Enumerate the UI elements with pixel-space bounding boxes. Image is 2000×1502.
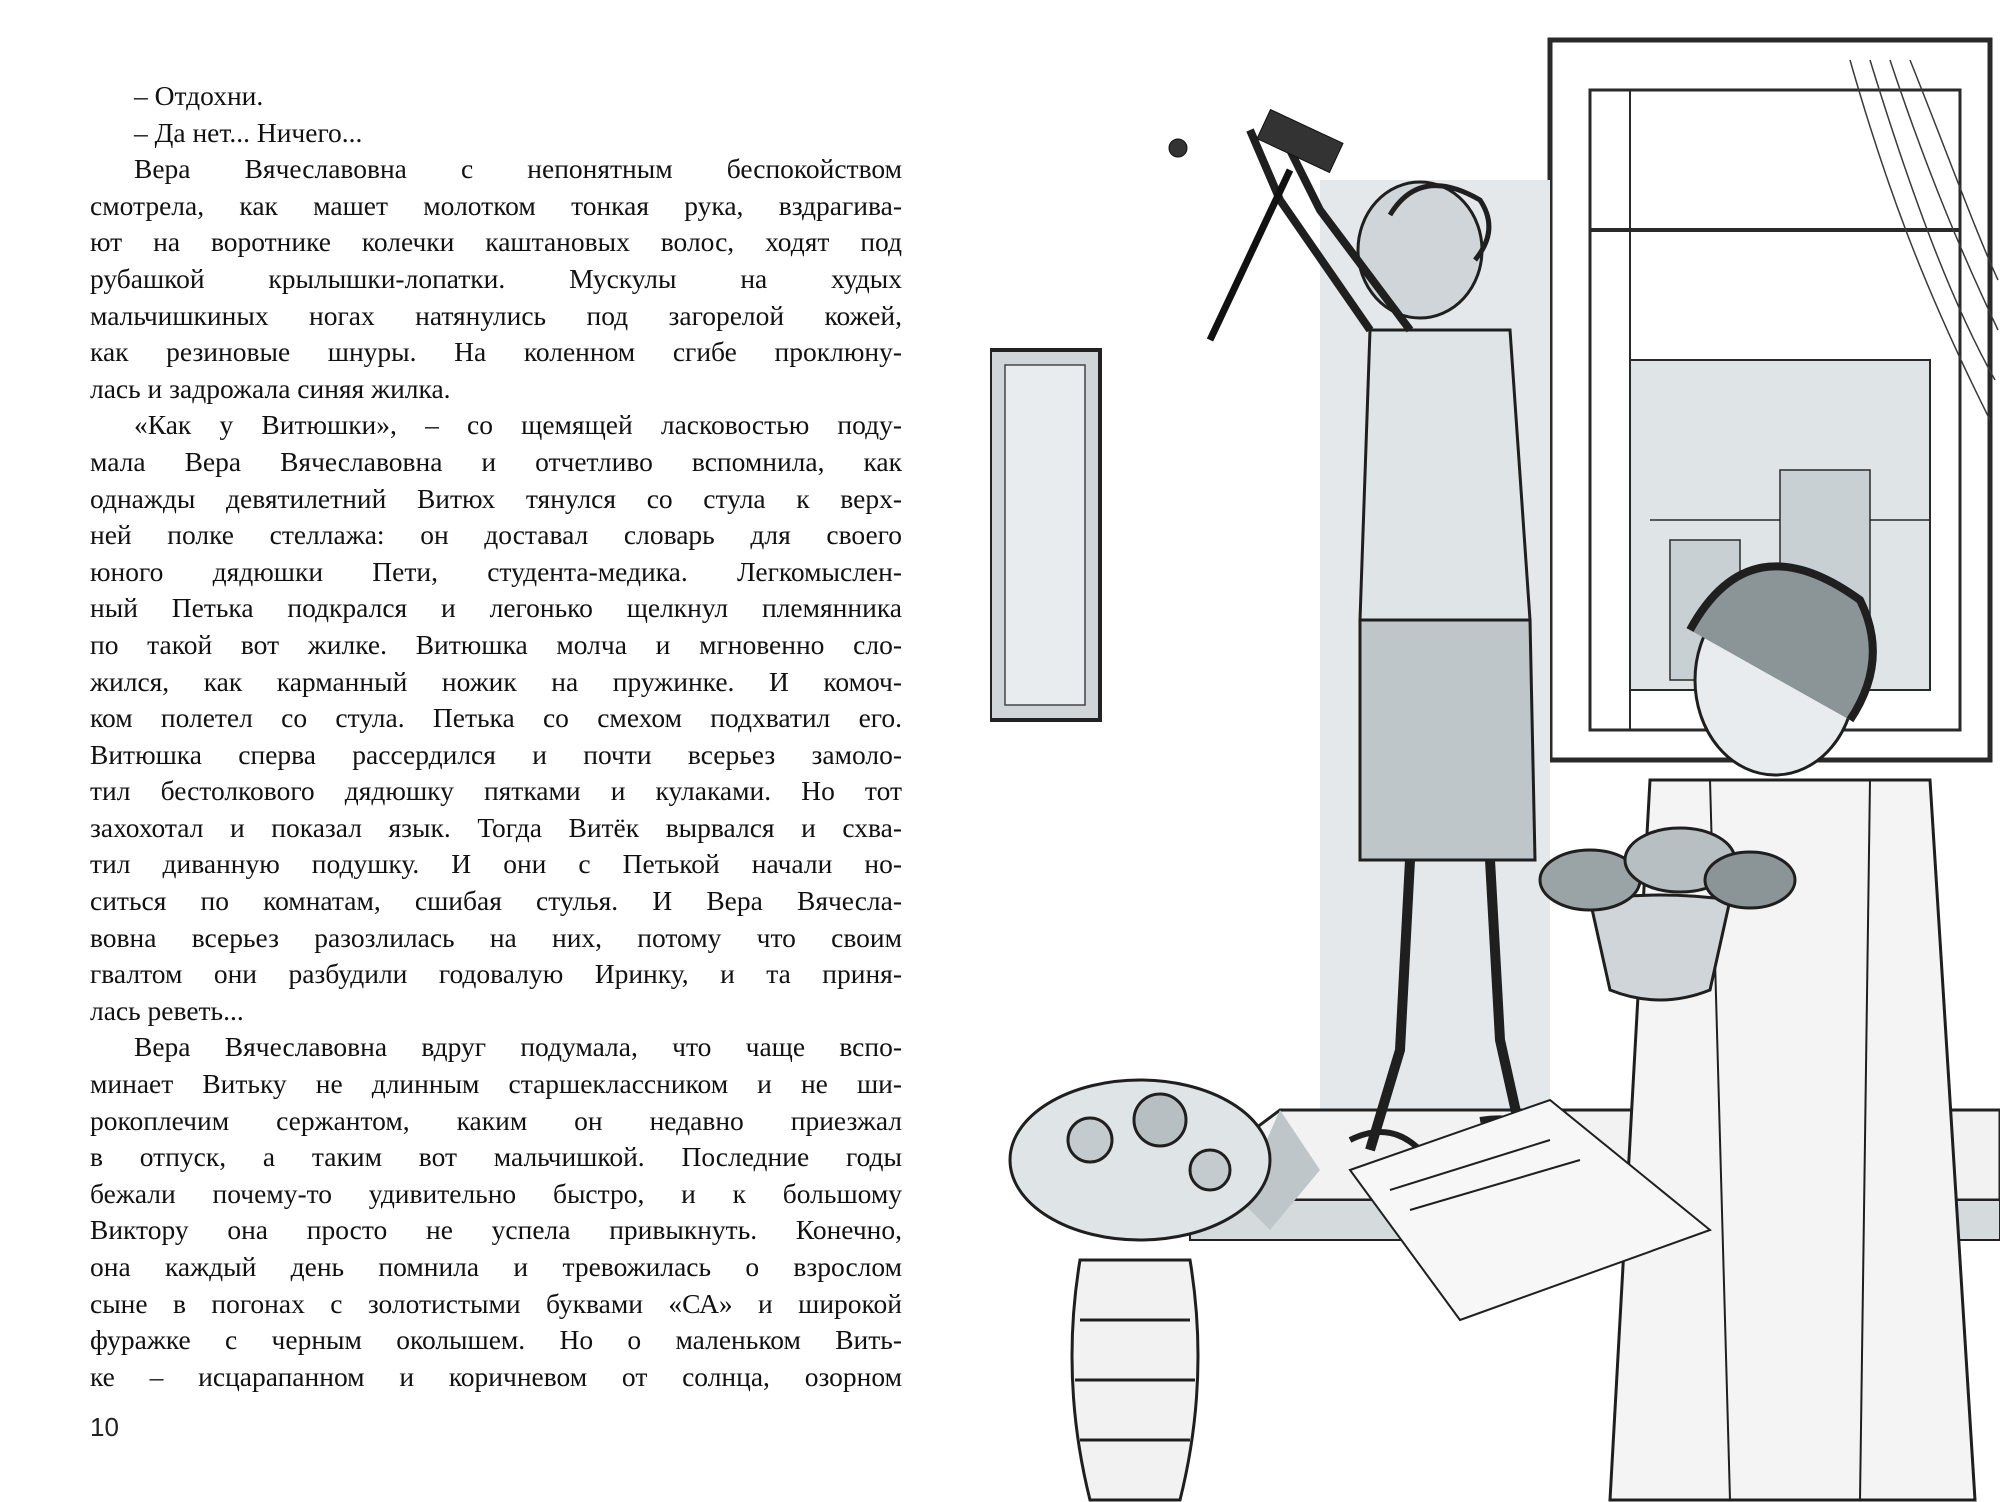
text-line: Вера Вячеславовна с непонятным беспокойством (134, 153, 902, 185)
page-number: 10 (90, 1412, 119, 1442)
text-line: рубашкой крылышки-лопатки. Мускулы на худых (90, 262, 902, 294)
text-line: ный Петька подкрался и легонько щелкнул племянника (90, 592, 902, 624)
text-line: она каждый день помнила и тревожилась о взрослом (90, 1251, 902, 1282)
text-line: тил диванную подушку. И они с Петькой начали но- (90, 848, 902, 880)
body-text (90, 78, 902, 1395)
text-line: гвалтом они разбудили годовалую Иринку, и та приня- (90, 958, 902, 990)
text-line: по такой вот жилке. Витюшка молча и мгновенно сло- (90, 628, 902, 660)
text-line: захохотал и показал язык. Тогда Витёк вырвался и схва- (90, 811, 902, 843)
text-line: вовна всерьез разозлилась на них, потому что своим (90, 921, 902, 953)
text-line: «Как у Витюшки», – со щемящей ласковостью поду- (134, 409, 902, 441)
text-line: – Да нет... Ничего... (134, 116, 363, 148)
text-line: однажды девятилетний Витюх тянулся со стула к верх- (90, 482, 902, 514)
text-line: Виктору она просто не успела привыкнуть. Конечно, (90, 1214, 902, 1246)
text-line: ют на воротнике колечки каштановых волос, ходят под (90, 226, 902, 258)
text-line: Вера Вячеславовна вдруг подумала, что чаще вспо- (134, 1031, 902, 1063)
text-line: ком полетел со стула. Петька со смехом подхватил его. (90, 702, 902, 734)
text-line: ке – исцарапанном и коричневом от солнца, озорном (90, 1360, 902, 1392)
text-line: мала Вера Вячеславовна и отчетливо вспомнила, как (90, 445, 902, 477)
text-line: ситься по комнатам, сшибая стулья. И Вера Вячесла- (90, 885, 902, 917)
text-line: – Отдохни. (134, 80, 264, 111)
text-line: тил бестолкового дядюшку пятками и кулаками. Но тот (90, 775, 902, 807)
text-line: лась и задрожала синяя жилка. (90, 372, 451, 404)
text-line: Витюшка сперва рассердился и почти всерьез замоло- (90, 738, 902, 770)
text-line: как резиновые шнуры. На коленном сгибе проклюну- (90, 336, 902, 368)
flower-vase (1010, 1080, 1270, 1500)
woman-figure (1610, 566, 1975, 1500)
text-line: смотрела, как машет молотком тонкая рука, вздрагива- (90, 189, 902, 221)
text-line: юного дядюшки Пети, студента-медика. Легкомыслен- (90, 555, 902, 587)
text-line: в отпуск, а таким вот мальчишкой. Последние годы (90, 1141, 902, 1173)
illustration (990, 0, 2000, 1502)
text-line: мальчишкиных ногах натянулись под загорелой кожей, (90, 299, 902, 331)
text-line: фуражке с черным околышем. Но о маленьком Вить- (90, 1324, 902, 1356)
text-line: лась реветь... (90, 994, 244, 1026)
text-line: жился, как карманный ножик на пружинке. И комоч- (90, 665, 902, 697)
text-line: минает Витьку не длинным старшеклассником и не ши- (90, 1068, 902, 1100)
text-line: сыне в погонах с золотистыми буквами «СА» и широкой (90, 1287, 902, 1319)
text-line: рокоплечим сержантом, каким он недавно приезжал (90, 1104, 902, 1136)
text-line: ней полке стеллажа: он доставал словарь для своего (90, 519, 902, 551)
text-line: бежали почему-то удивительно быстро, и к большому (90, 1177, 902, 1209)
wall-picture (990, 350, 1100, 720)
